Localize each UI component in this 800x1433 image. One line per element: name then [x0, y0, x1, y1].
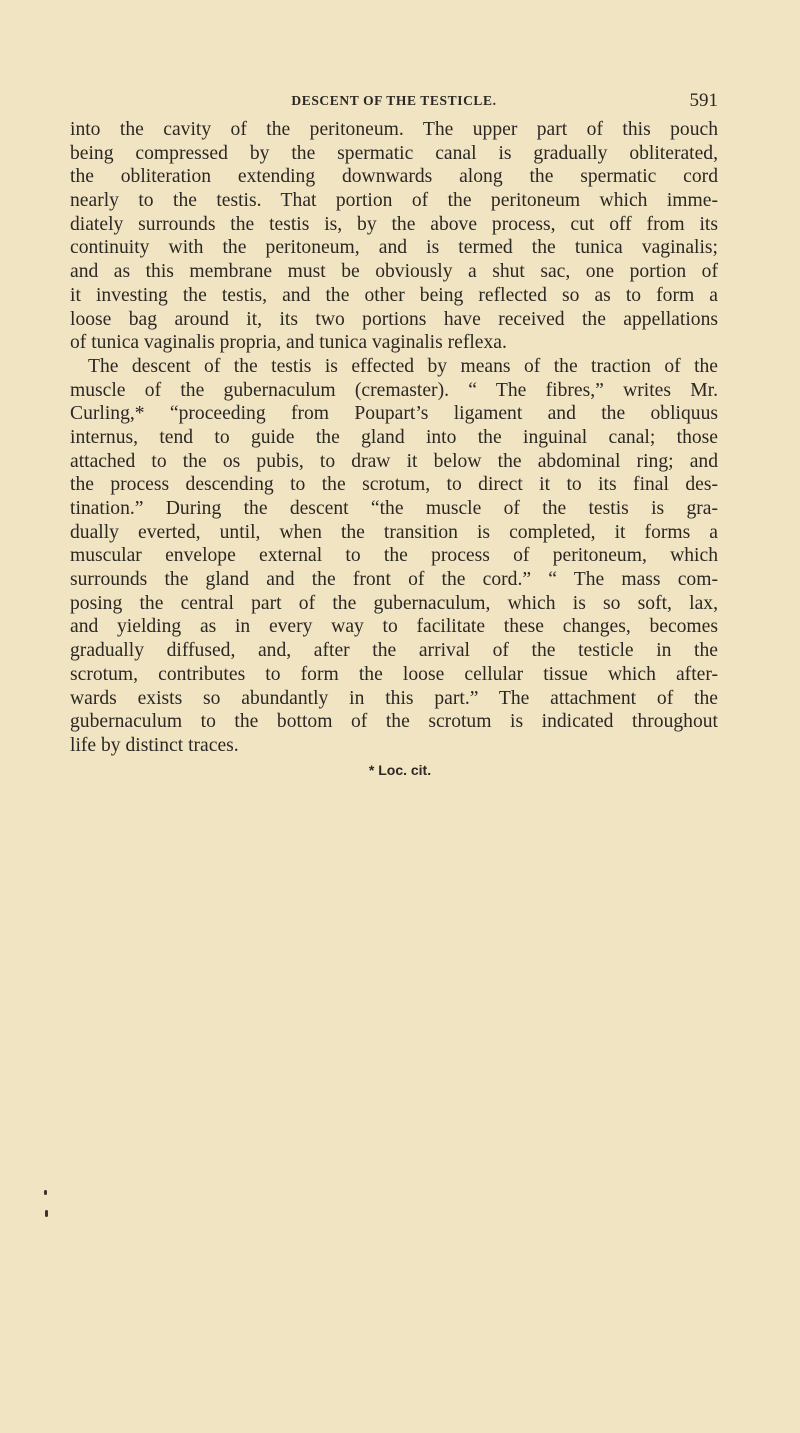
text-line: internus, tend to guide the gland into the inguinal canal; those [70, 426, 718, 448]
text-line: diately surrounds the testis is, by the above process, cut off from its [70, 213, 718, 235]
text-line: nearly to the testis. That portion of the peritoneum which imme- [70, 190, 718, 212]
text-line: wards exists so abundantly in this part.” The attachment of the [70, 687, 718, 709]
text-line: dually everted, until, when the transition is completed, it forms a [70, 521, 718, 543]
text-line: scrotum, contributes to form the loose cellular tissue which after- [70, 663, 718, 685]
page-number: 591 [689, 90, 718, 111]
text-line: muscular envelope external to the process of peritoneum, which [70, 545, 718, 567]
text-line: and yielding as in every way to facilitate these changes, becomes [70, 616, 718, 638]
text-line: life by distinct traces. [70, 734, 239, 756]
text-line: it investing the testis, and the other being reflected so as to form a [70, 284, 718, 306]
text-line: the obliteration extending downwards along the spermatic cord [70, 166, 718, 188]
text-line: and as this membrane must be obviously a shut sac, one portion of [70, 261, 718, 283]
text-line: gubernaculum to the bottom of the scrotum is indicated throughout [70, 711, 718, 733]
running-title: DESCENT OF THE TESTICLE. [291, 93, 497, 108]
text-line: into the cavity of the peritoneum. The upper part of this pouch [70, 119, 718, 140]
body-text [70, 118, 718, 758]
text-line: Curling,* “proceeding from Poupart’s ligament and the obliquus [70, 403, 718, 425]
text-line: attached to the os pubis, to draw it below the abdominal ring; and [70, 450, 718, 472]
text-line: posing the central part of the gubernaculum, which is so soft, lax, [70, 592, 718, 614]
footnote: * Loc. cit. [368, 762, 432, 778]
text-line: surrounds the gland and the front of the cord.” “ The mass com- [70, 569, 718, 591]
text-line: The descent of the testis is effected by means of the traction of the [88, 355, 718, 377]
text-line: being compressed by the spermatic canal is gradually obliterated, [70, 142, 718, 164]
text-line: the process descending to the scrotum, to direct it to its final des- [70, 474, 718, 496]
text-line: muscle of the gubernaculum (cremaster). “ The fibres,” writes Mr. [70, 379, 718, 401]
text-line: gradually diffused, and, after the arrival of the testicle in the [70, 640, 718, 662]
text-line: loose bag around it, its two portions have received the appellations [70, 308, 718, 330]
scan-speck [45, 1210, 48, 1217]
text-line: tination.” During the descent “the muscle of the testis is gra- [70, 498, 718, 519]
text-line: of tunica vaginalis propria, and tunica vaginalis reflexa. [70, 332, 507, 354]
page-header [70, 90, 718, 112]
scan-speck [44, 1190, 47, 1195]
text-line: continuity with the peritoneum, and is termed the tunica vaginalis; [70, 237, 718, 259]
